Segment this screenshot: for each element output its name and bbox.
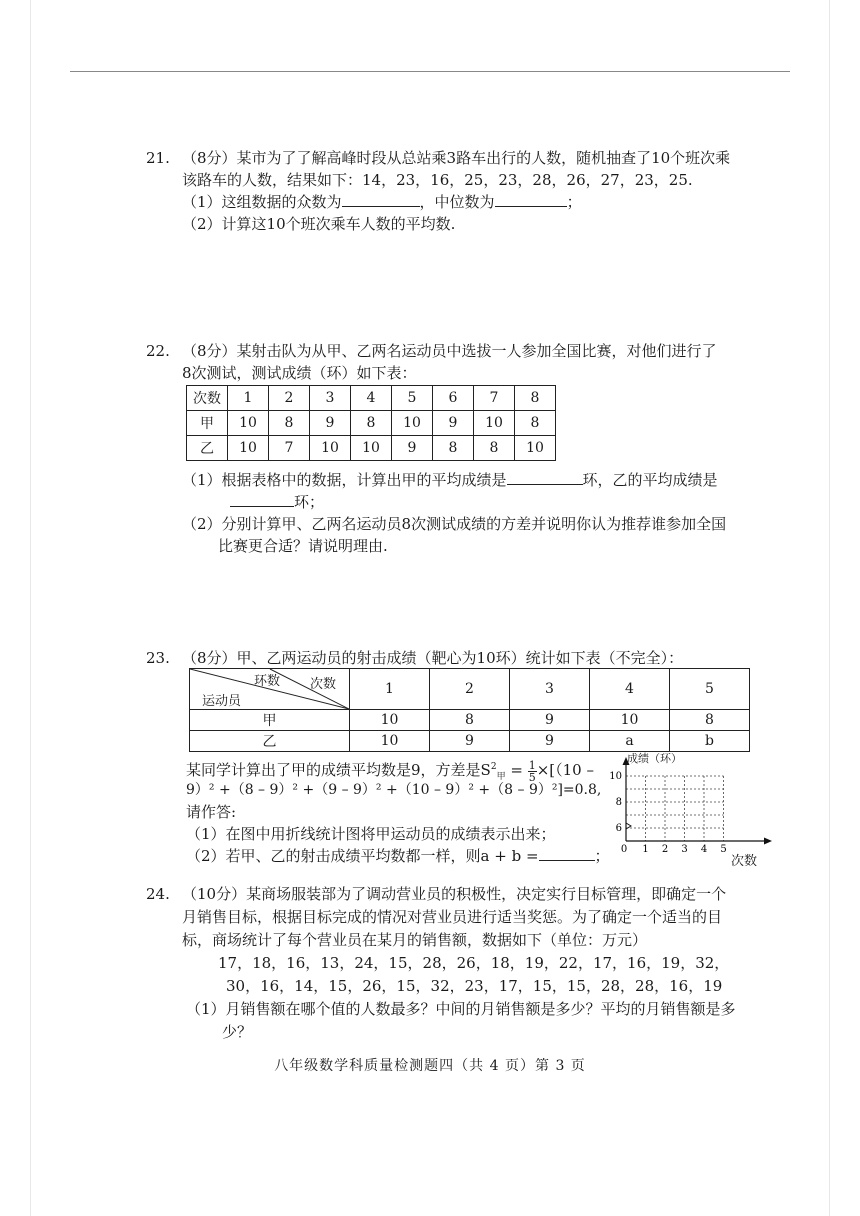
table-cell: 10 (350, 710, 430, 731)
q22-part1-text-c: 环； (294, 493, 325, 511)
table-cell: 8 (670, 710, 750, 731)
q24-line1: （10分）某商场服装部为了调动营业员的积极性，决定实行目标管理，即确定一个 (182, 885, 727, 903)
chart-ticks (609, 771, 726, 855)
q24-line3: 标，商场统计了每个营业员在某月的销售额，数据如下（单位：万元） (182, 931, 648, 949)
q22-part1 (182, 469, 718, 491)
table-cell: 8 (515, 411, 556, 436)
x-tick-label: 5 (720, 844, 727, 855)
corner-label-count: 次数 (310, 677, 337, 692)
y-tick-label: 8 (615, 797, 622, 808)
q22-part1-cont (230, 491, 324, 513)
table-cell: 10 (310, 436, 351, 461)
q24-part1-line1: （1）月销售额在哪个值的人数最多？中间的月销售额是多少？平均的月销售额是多 (186, 1000, 736, 1018)
table-cell: 2 (430, 669, 510, 710)
table-cell: 6 (433, 386, 474, 411)
table-cell: 10 (350, 731, 430, 752)
q21-part2: （2）计算这10个班次乘车人数的平均数. (182, 215, 456, 233)
q22-part1-text-a: （1）根据表格中的数据，计算出甲的平均成绩是 (182, 471, 507, 489)
q21-blank-median[interactable] (495, 192, 567, 207)
chart-x-label: 次数 (731, 854, 758, 869)
table-cell: 9 (510, 731, 590, 752)
q23-text3: 请作答: (186, 803, 237, 821)
table-cell: 9 (392, 436, 433, 461)
chart-y-label: 成绩（环） (627, 752, 682, 765)
q22-blank-jia-mean[interactable] (507, 470, 583, 485)
table-cell: 8 (474, 436, 515, 461)
q23-score-table (189, 668, 750, 752)
q24-data-line2: 30，16，14，15，26，15，32，23，17，15，15，28，28，16，19 (226, 977, 723, 995)
fraction-numerator: 1 (528, 758, 536, 772)
q23-sup: 2 (490, 762, 497, 772)
q22-line1: （8分）某射击队为从甲、乙两名运动员中选拔一人参加全国比赛，对他们进行了 (182, 342, 717, 360)
q23-part2-text-b: ； (594, 847, 610, 865)
table-row (187, 411, 556, 436)
chart-axes (623, 757, 773, 845)
table-cell: 4 (590, 669, 670, 710)
table-cell: 8 (515, 386, 556, 411)
q21-blank-mode[interactable] (342, 192, 420, 207)
q23-text1-a: 某同学计算出了甲的成绩平均数是9，方差是S (186, 761, 491, 779)
q24-part1-line2: 少？ (222, 1023, 253, 1041)
q23-text1-b: = (505, 761, 528, 779)
q24-number: 24. (146, 885, 170, 903)
table-cell: 乙 (187, 436, 228, 461)
table-cell: 甲 (190, 710, 350, 731)
q22-number: 22. (146, 342, 170, 360)
corner-label-athlete: 运动员 (202, 694, 242, 709)
q23-text2: 9）² +（8 – 9）² +（9 – 9）² +（10 – 9）² +（8 – 9）²]=0.8, (186, 782, 602, 798)
table-cell: a (590, 731, 670, 752)
table-row (190, 731, 750, 752)
table-cell: 7 (269, 436, 310, 461)
table-cell: 次数 (187, 386, 228, 411)
y-tick-label: 10 (609, 771, 622, 782)
x-tick-label: 4 (700, 844, 708, 855)
table-cell: 2 (269, 386, 310, 411)
q22-blank-yi-mean[interactable] (230, 492, 294, 507)
table-cell: 乙 (190, 731, 350, 752)
table-cell: 8 (430, 710, 510, 731)
table-cell: 9 (430, 731, 510, 752)
table-cell: 4 (351, 386, 392, 411)
q22-line2: 8次测试，测试成绩（环）如下表： (182, 364, 417, 382)
corner-label-rings: 环数 (254, 674, 281, 689)
table-cell: 1 (350, 669, 430, 710)
table-cell: 10 (228, 436, 269, 461)
q23-line1: （8分）甲、乙两运动员的射击成绩（靶心为10环）统计如下表（不完全）： (182, 649, 684, 667)
q23-part2-text-a: （2）若甲、乙的射击成绩平均数都一样，则a + b = (186, 847, 539, 865)
x-tick-label: 3 (681, 844, 688, 855)
table-cell: 9 (433, 411, 474, 436)
q23-part2 (186, 845, 610, 867)
table-cell: 10 (515, 436, 556, 461)
table-row (190, 710, 750, 731)
table-cell: 10 (590, 710, 670, 731)
q21-number: 21. (146, 149, 170, 167)
table-cell: 5 (670, 669, 750, 710)
q23-sub: 甲 (496, 772, 506, 782)
x-axis-arrow (764, 838, 772, 845)
table-cell: 10 (228, 411, 269, 436)
q23-number: 23. (146, 649, 170, 667)
q21-part1 (182, 191, 582, 213)
q23-blank-a-plus-b[interactable] (539, 846, 595, 861)
table-cell: 10 (474, 411, 515, 436)
table-cell: 9 (310, 411, 351, 436)
q22-score-table (186, 385, 556, 461)
table-cell: 9 (510, 710, 590, 731)
table-cell: 5 (392, 386, 433, 411)
chart-grid (626, 776, 724, 841)
table-cell: 7 (474, 386, 515, 411)
q23-part1: （1）在图中用折线统计图将甲运动员的成绩表示出来； (186, 825, 556, 843)
table-cell: 甲 (187, 411, 228, 436)
table-row (187, 386, 556, 411)
q22-part1-text-b: 环，乙的平均成绩是 (582, 471, 718, 489)
x-tick-label: 1 (642, 844, 649, 855)
q24-data-line1: 17，18，16，13，24，15，28，26，18，19，22，17，16，19，32， (218, 954, 730, 972)
table-cell: 1 (228, 386, 269, 411)
table-cell: b (670, 731, 750, 752)
page-footer: 八年级数学科质量检测题四（共 4 页）第 3 页 (274, 1058, 586, 1074)
q22-part2-line2: 比赛更合适？请说明理由. (218, 537, 388, 555)
q21-line1: （8分）某市为了了解高峰时段从总站乘3路车出行的人数，随机抽查了10个班次乘 (182, 149, 731, 167)
q24-line2: 月销售目标，根据目标完成的情况对营业员进行适当奖惩。为了确定一个适当的目 (182, 908, 723, 926)
q21-line2: 该路车的人数，结果如下：14，23，16，25，23，28，26，27，23，25. (182, 171, 693, 189)
table-cell: 10 (351, 436, 392, 461)
table-row (187, 436, 556, 461)
q21-part1-text-b: ，中位数为 (419, 193, 495, 211)
q21-part1-text-a: （1）这组数据的众数为 (182, 193, 342, 211)
top-rule (70, 71, 790, 72)
y-tick-label: 6 (615, 823, 622, 834)
table-cell: 3 (510, 669, 590, 710)
table-cell: 8 (433, 436, 474, 461)
q22-part2-line1: （2）分别计算甲、乙两名运动员8次测试成绩的方差并说明你认为推荐谁参加全国 (182, 515, 727, 533)
table-row (190, 669, 750, 710)
origin-label: 0 (620, 844, 628, 855)
q21-part1-text-c: ； (566, 193, 582, 211)
x-tick-label: 2 (661, 844, 669, 855)
table-cell: 8 (269, 411, 310, 436)
q23-text1-c: ×[（10 – (536, 761, 594, 779)
table-cell: 8 (351, 411, 392, 436)
fraction-denominator: 5 (528, 770, 536, 784)
table-cell: 3 (310, 386, 351, 411)
table-corner-cell (190, 669, 350, 710)
table-cell: 10 (392, 411, 433, 436)
